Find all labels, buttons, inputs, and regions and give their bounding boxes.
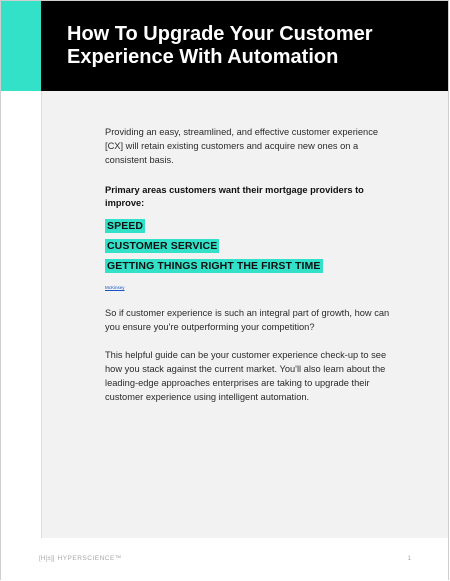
header-banner bbox=[41, 1, 448, 91]
highlight-customer-service: CUSTOMER SERVICE bbox=[107, 240, 218, 252]
highlight-getting-things-right: GETTING THINGS RIGHT THE FIRST TIME bbox=[107, 260, 321, 272]
list-item bbox=[105, 216, 395, 231]
brand-name: HYPERSCIENCE bbox=[57, 555, 115, 562]
trademark-symbol: ™ bbox=[114, 555, 122, 562]
left-margin-rail bbox=[1, 91, 42, 538]
page-footer bbox=[1, 538, 448, 581]
page-title: How To Upgrade Your Customer Experience With Automation bbox=[67, 23, 373, 68]
improvement-areas-list bbox=[105, 216, 395, 271]
accent-block bbox=[1, 1, 41, 91]
growth-paragraph: So if customer experience is such an integral part of growth, how can you ensure you're outperforming your competition? bbox=[105, 308, 390, 332]
logo-mark-icon: [H[±]] bbox=[39, 555, 55, 562]
list-item bbox=[105, 236, 395, 251]
page-number: 1 bbox=[407, 555, 411, 562]
content-area bbox=[42, 91, 448, 538]
brand-logo bbox=[39, 555, 122, 562]
highlight-speed: SPEED bbox=[107, 220, 144, 232]
list-item bbox=[105, 256, 395, 271]
body-column bbox=[105, 125, 395, 404]
source-link[interactable]: McKinsey bbox=[105, 285, 125, 290]
guide-paragraph: This helpful guide can be your customer experience check-up to see how you stack against the current market. You'll also learn about the leading-edge approaches enterprises are taking to upgrade their customer experience using intelligent automation. bbox=[105, 350, 387, 402]
list-heading: Primary areas customers want their mortgage providers to improve: bbox=[105, 185, 364, 208]
intro-paragraph: Providing an easy, streamlined, and effective customer experience [CX] will retain existing customers and acquire new ones on a consistent basis. bbox=[105, 127, 379, 165]
